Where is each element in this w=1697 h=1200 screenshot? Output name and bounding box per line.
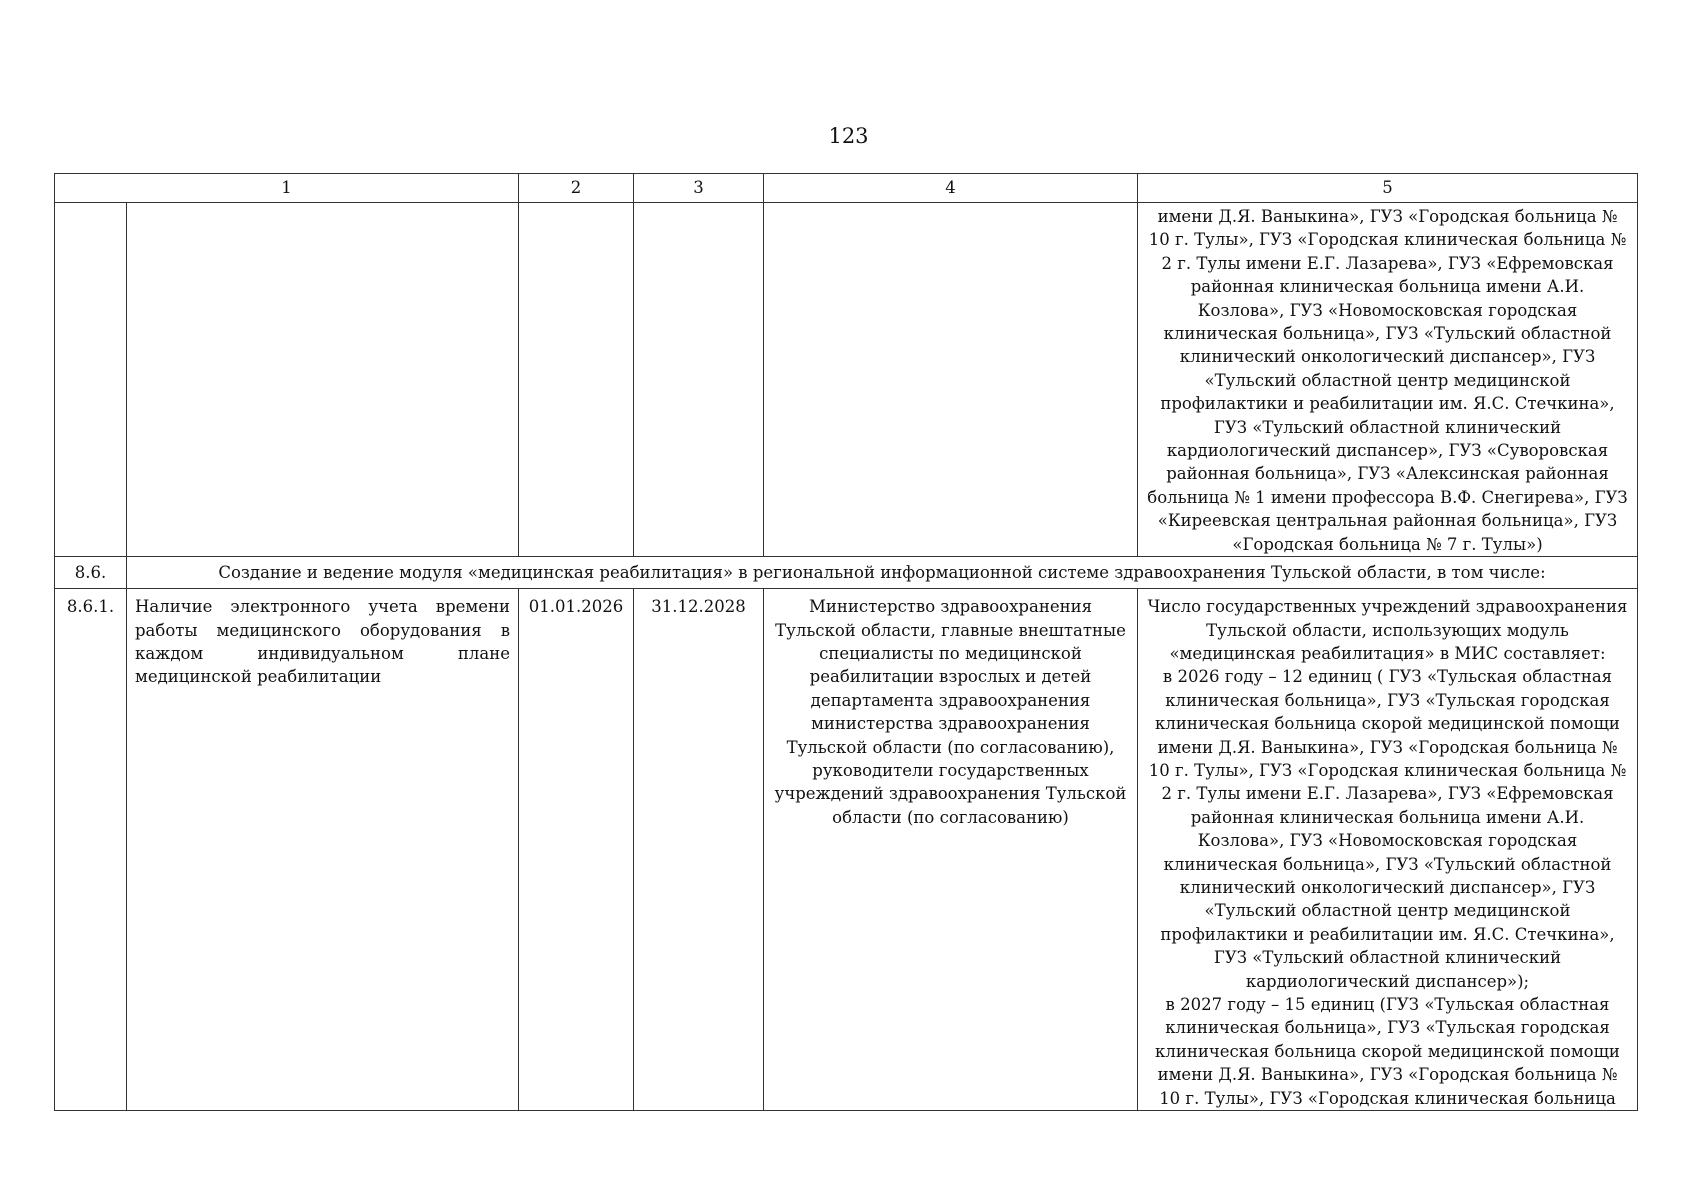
header-col-1: 1 [55, 174, 519, 203]
table-row-continuation [55, 203, 1638, 557]
section-title: Создание и ведение модуля «медицинская реабилитация» в региональной информационной системе здравоохранения Тульской области, в том числе: [127, 557, 1638, 589]
header-row [55, 174, 1638, 203]
item-name: Наличие электронного учета времени работы медицинского оборудования в каждом индивидуальном плане медицинской реабилитации [127, 589, 519, 1111]
plan-table [54, 173, 1638, 1111]
item-start-date: 01.01.2026 [519, 589, 634, 1111]
item-result-2027: в 2027 году – 15 единиц (ГУЗ «Тульская областная клиническая больница», ГУЗ «Тульская городская клиническая больница скорой медицинской помощи имени Д.Я. Ваныкина», ГУЗ «Городская больница № 10 г. Тулы», ГУЗ «Городская клиническая больница [1155, 995, 1620, 1108]
header-col-5: 5 [1138, 174, 1638, 203]
item-responsible: Министерство здравоохранения Тульской области, главные внештатные специалисты по медицинской реабилитации взрослых и детей департамента здравоохранения министерства здравоохранения Тульской области (по согласованию), руководители государственных учреждений здравоохранения Тульской области (по согласованию) [764, 589, 1138, 1111]
item-result-intro: Число государственных учреждений здравоохранения Тульской области, использующих модуль «медицинская реабилитация» в МИС составляет: [1147, 597, 1628, 663]
cell-start-empty [519, 203, 634, 557]
item-result-2026: в 2026 году – 12 единиц ( ГУЗ «Тульская областная клиническая больница», ГУЗ «Тульская городская клиническая больница скорой медицинской помощи имени Д.Я. Ваныкина», ГУЗ «Городская больница № 10 г. Тулы», ГУЗ «Городская клиническая больница № 2 г. Тулы имени Е.Г. Лазарева», ГУЗ «Ефремовская районная клиническая больница имени А.И. Козлова», ГУЗ «Новомосковская городская клиническая больница», ГУЗ «Тульский областной клинический онкологический диспансер», ГУЗ «Тульский областной центр медицинской профилактики и реабилитации им. Я.С. Стечкина», ГУЗ «Тульский областной клинический кардиологический диспансер»); [1148, 667, 1627, 991]
cell-number-empty [55, 203, 127, 557]
header-col-2: 2 [519, 174, 634, 203]
header-col-4: 4 [764, 174, 1138, 203]
section-number: 8.6. [55, 557, 127, 589]
table-row-section [55, 557, 1638, 589]
cell-end-empty [634, 203, 764, 557]
item-number: 8.6.1. [55, 589, 127, 1111]
item-end-date: 31.12.2028 [634, 589, 764, 1111]
table-row-item [55, 589, 1638, 1111]
cell-responsible-empty [764, 203, 1138, 557]
page-number: 123 [828, 124, 869, 148]
cell-result-continuation: имени Д.Я. Ваныкина», ГУЗ «Городская больница № 10 г. Тулы», ГУЗ «Городская клиническая больница № 2 г. Тулы имени Е.Г. Лазарева», ГУЗ «Ефремовская районная клиническая больница имени А.И. Козлова», ГУЗ «Новомосковская городская клиническая больница», ГУЗ «Тульский областной клинический онкологический диспансер», ГУЗ «Тульский областной центр медицинской профилактики и реабилитации им. Я.С. Стечкина», ГУЗ «Тульский областной клинический кардиологический диспансер», ГУЗ «Суворовская районная больница», ГУЗ «Алексинская районная больница № 1 имени профессора В.Ф. Снегирева», ГУЗ «Киреевская центральная районная больница», ГУЗ «Городская больница № 7 г. Тулы») [1138, 203, 1638, 557]
cell-name-empty [127, 203, 519, 557]
item-result [1138, 589, 1638, 1111]
header-col-3: 3 [634, 174, 764, 203]
